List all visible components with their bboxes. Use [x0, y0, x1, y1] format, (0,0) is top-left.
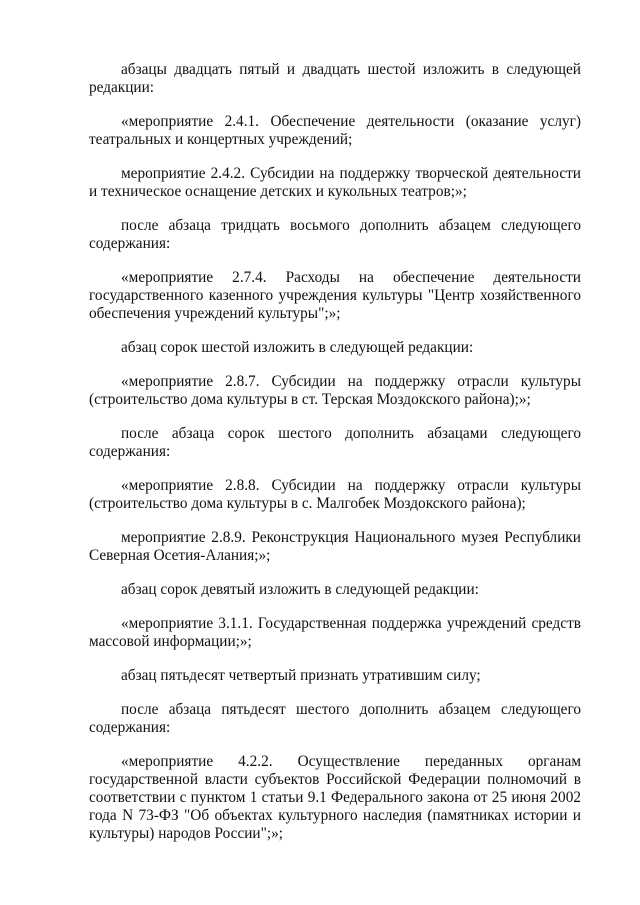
paragraph-4: после абзаца тридцать восьмого дополнить абзацем следующего содержания: [89, 217, 581, 252]
paragraph-3: мероприятие 2.4.2. Субсидии на поддержку творческой деятельности и техническое оснащение детских и кукольных театров;»; [89, 165, 581, 200]
paragraph-1: абзацы двадцать пятый и двадцать шестой изложить в следующей редакции: [89, 61, 581, 96]
paragraph-7: «мероприятие 2.8.7. Субсидии на поддержку отрасли культуры (строительство дома культуры в ст. Терская Моздокского района);»; [89, 373, 581, 408]
paragraph-14: после абзаца пятьдесят шестого дополнить абзацем следующего содержания: [89, 701, 581, 736]
paragraph-11: абзац сорок девятый изложить в следующей редакции: [121, 581, 479, 598]
paragraph-12: «мероприятие 3.1.1. Государственная поддержка учреждений средств массовой информации;»; [89, 615, 581, 650]
paragraph-10: мероприятие 2.8.9. Реконструкция Национального музея Республики Северная Осетия-Алания;»; [89, 529, 581, 564]
paragraph-13: абзац пятьдесят четвертый признать утратившим силу; [121, 667, 481, 684]
paragraph-5: «мероприятие 2.7.4. Расходы на обеспечение деятельности государственного казенного учреждения культуры "Центр хозяйственного обеспечения учреждений культуры";»; [89, 269, 581, 322]
paragraph-9: «мероприятие 2.8.8. Субсидии на поддержку отрасли культуры (строительство дома культуры в с. Малгобек Моздокского района); [89, 477, 581, 512]
paragraph-15: «мероприятие 4.2.2. Осуществление переданных органам государственной власти субъектов Российской Федерации полномочий в соответствии с пунктом 1 статьи 9.1 Федерального закона от 25 июня 2002 года N 73-ФЗ "Об объектах культурного наследия (памятниках истории и культуры) народов России";»; [89, 753, 581, 842]
document-body [89, 61, 581, 859]
paragraph-2: «мероприятие 2.4.1. Обеспечение деятельности (оказание услуг) театральных и концертных учреждений; [89, 113, 581, 148]
paragraph-8: после абзаца сорок шестого дополнить абзацами следующего содержания: [89, 425, 581, 460]
paragraph-6: абзац сорок шестой изложить в следующей редакции: [121, 339, 474, 356]
